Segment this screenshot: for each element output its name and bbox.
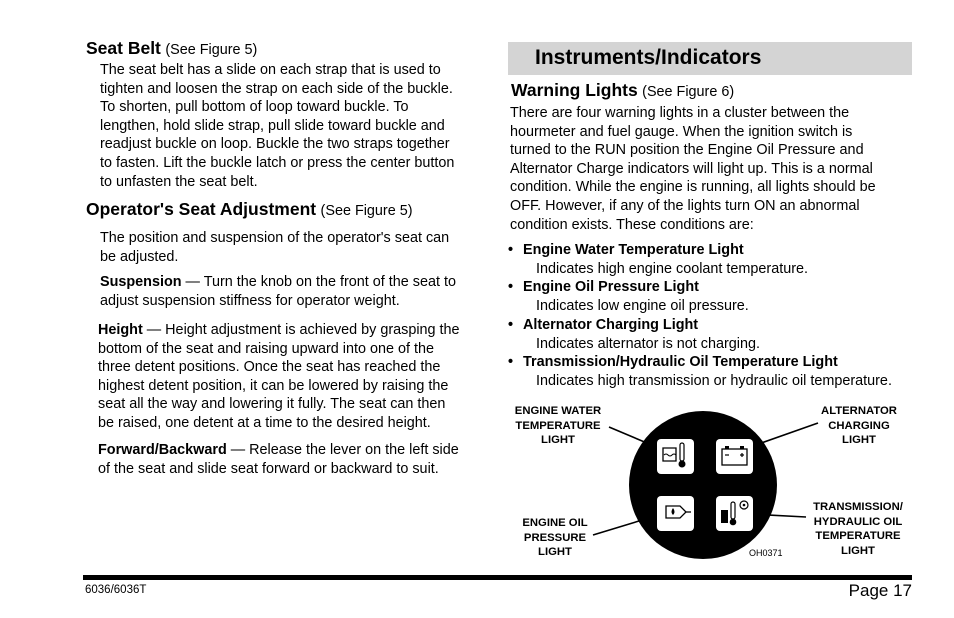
bullet-desc: Indicates alternator is not charging.	[536, 336, 760, 352]
seat-adjustment-title: Operator's Seat Adjustment	[86, 199, 317, 219]
text-line: seat all the way and lowering it fully. The seat can then	[98, 396, 446, 413]
suspension-label: Suspension	[100, 274, 182, 290]
text-line: of the seat and slide seat forward or backward to suit.	[98, 460, 439, 477]
label-engine-water-temperature: ENGINE WATER TEMPERATURE LIGHT	[514, 405, 602, 447]
text-line: to fasten. Lift the buckle latch or press the center button	[100, 154, 455, 171]
bullet-desc: Indicates high engine coolant temperature.	[536, 261, 809, 277]
bullet-desc: Indicates high transmission or hydraulic oil temperature.	[536, 373, 892, 389]
warning-lights-figure-ref: (See Figure 6)	[642, 84, 735, 100]
forward-backward-label: Forward/Backward	[98, 442, 227, 458]
text-line: To shorten, pull bottom of loop toward buckle. To	[100, 99, 409, 116]
footer-model: 6036/6036T	[85, 584, 147, 596]
text-line: OFF. However, if any of the lights turn ON an abnormal	[510, 197, 860, 214]
battery-icon	[716, 439, 753, 474]
text-line: to unfasten the seat belt.	[100, 173, 258, 190]
text-line: adjust suspension stiffness for operator weight.	[100, 292, 400, 309]
warning-lights-title: Warning Lights	[511, 80, 638, 100]
suspension-text: — Turn the knob on the front of the seat to	[181, 274, 456, 290]
label-transmission-hydraulic-oil-temperature: TRANSMISSION/ HYDRAULIC OIL TEMPERATURE LIGHT	[813, 501, 903, 557]
oil-can-icon	[657, 496, 694, 531]
bullet-desc: Indicates low engine oil pressure.	[536, 298, 749, 314]
forward-backward-text: — Release the lever on the left side	[226, 442, 459, 458]
text-line: tighten and loosen the strap on each side of the buckle.	[100, 80, 453, 97]
text-line: condition exists. These conditions are:	[510, 216, 754, 233]
text-line: three detent positions. Once the seat has reached the	[98, 359, 441, 376]
bullet-name: Engine Water Temperature Light	[523, 242, 744, 258]
text-line: The position and suspension of the operator's seat can	[100, 230, 450, 246]
text-line: There are four warning lights in a cluster between the	[510, 105, 850, 121]
label-alternator-charging: ALTERNATOR CHARGING LIGHT	[821, 405, 897, 447]
text-line: Alternator Charge indicators will light up. This is a normal	[510, 160, 873, 177]
text-line: condition. While the engine is running, all lights should be	[510, 179, 876, 196]
text-line: The seat belt has a slide on each strap that is used to	[100, 62, 441, 78]
text-line: be adjusted.	[100, 248, 179, 265]
text-line: highest detent position, it can be lowered by raising the	[98, 377, 449, 394]
seat-adjustment-figure-ref: (See Figure 5)	[320, 203, 413, 219]
footer-rule	[83, 575, 912, 580]
transmission-temp-icon	[716, 496, 753, 531]
figure-code: OH0371	[749, 548, 783, 558]
section-title: Instruments/Indicators	[535, 46, 762, 69]
text-line: hourmeter and fuel gauge. When the ignition switch is	[510, 123, 853, 140]
height-label: Height	[98, 322, 143, 338]
bullet-name: Alternator Charging Light	[523, 317, 699, 333]
text-line: be raised, one detent at a time to the desired height.	[98, 414, 431, 431]
label-engine-oil-pressure: ENGINE OIL PRESSURE LIGHT	[522, 517, 588, 559]
bullet-name: Engine Oil Pressure Light	[523, 279, 699, 295]
text-line: lengthen, hold slide strap, pull slide toward buckle and	[100, 117, 445, 134]
footer-page-number: Page 17	[848, 581, 912, 600]
water-temp-icon	[657, 439, 694, 474]
text-line: readjust buckle on loop. Buckle the two straps together	[100, 136, 450, 153]
height-text: — Height adjustment is achieved by grasping the	[142, 322, 460, 338]
seat-belt-figure-ref: (See Figure 5)	[165, 42, 258, 58]
cluster-dial	[629, 411, 777, 559]
text-line: turned to the RUN position the Engine Oil Pressure and	[510, 142, 864, 159]
text-line: bottom of the seat and raising upward into one of the	[98, 340, 435, 357]
bullet-name: Transmission/Hydraulic Oil Temperature Light	[523, 354, 838, 370]
seat-belt-title: Seat Belt	[86, 38, 161, 58]
